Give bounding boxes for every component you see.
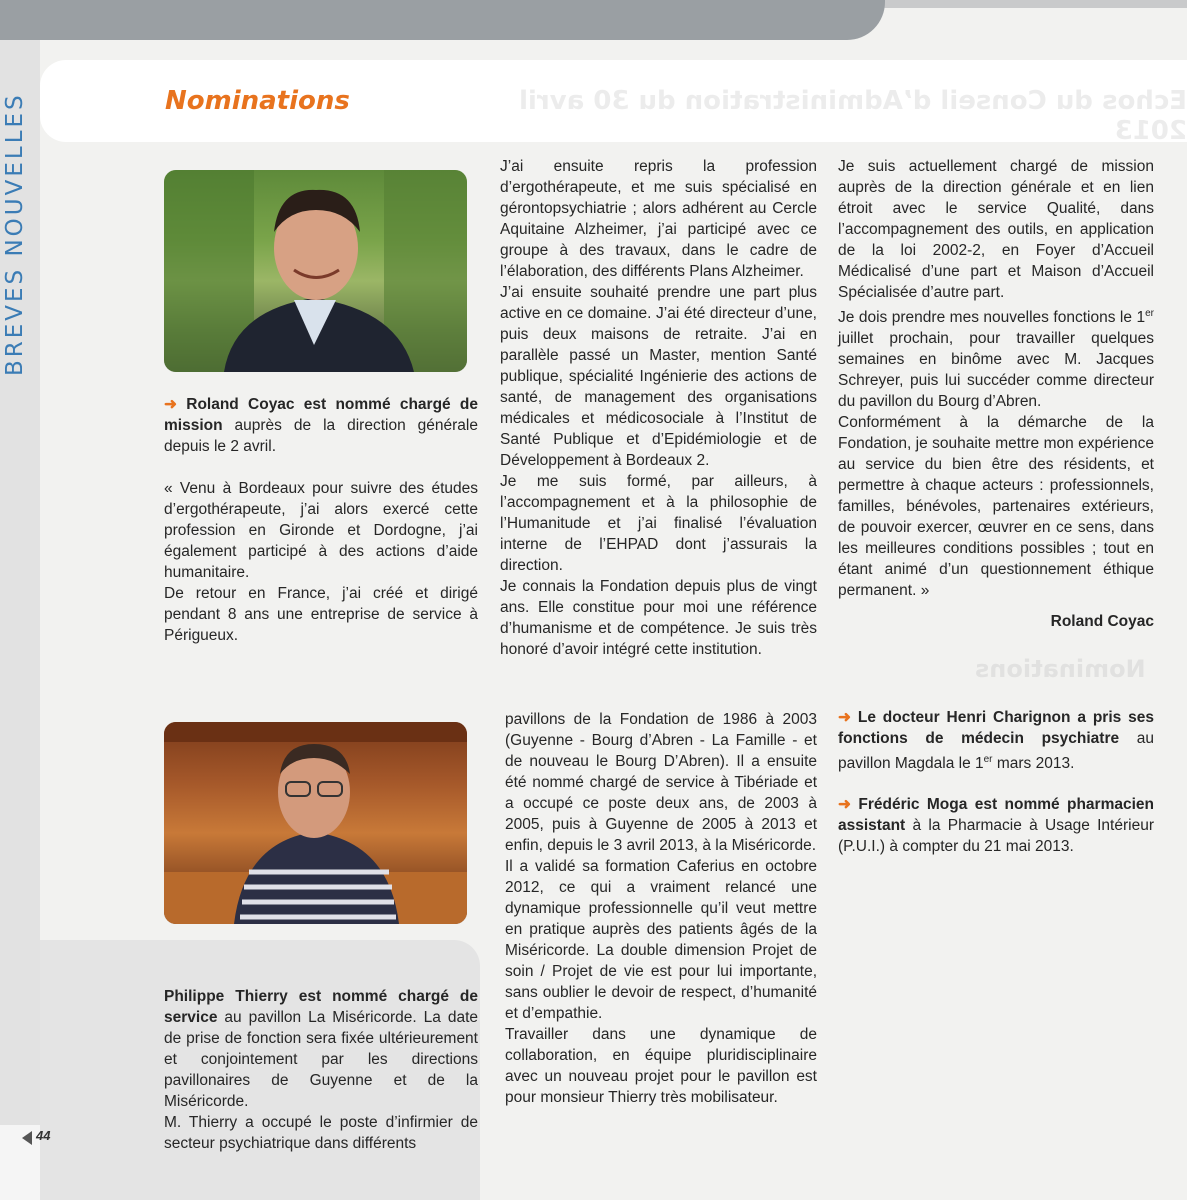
article2-column1: [164, 986, 478, 1154]
page-number: 44: [36, 1128, 51, 1143]
article1-column1: [164, 394, 478, 646]
article1-lead-name: Roland Coyac est nommé chargé de mission: [164, 396, 478, 434]
brief-bold: Le docteur Henri Charignon a pris ses fonctions de médecin psychiatre: [838, 709, 1154, 747]
article1-paragraph: J’ai ensuite souhaité prendre une part plus active en ce domaine. J’ai été directeur d’une, puis deux maisons de retraite. J’ai en parallèle passé un Master, mention Santé publique, spécialité Ingénierie des actions de santé, de management des organisations médicales et médicosociale à l’Institut de Santé Publique et d’Epidémiologie et de Développement à Bordeaux 2.: [500, 284, 817, 469]
page-title: Nominations: [165, 86, 350, 116]
article1-paragraph: J’ai ensuite repris la profession d’ergothérapeute, et me suis spécialisé en gérontopsychiatrie ; alors adhérent au Cercle Aquitaine Alzheimer, j’ai participé avec ce groupe à des travaux, dans le cadre de l’élaboration, des différents Plans Alzheimer.: [500, 158, 817, 280]
article2-paragraph: Il a validé sa formation Caferius en octobre 2012, ce qui a vraiment relancé une dynamique professionnelle qu’il veut mettre en pratique auprès des patients âgés de la Miséricorde. La double dimension Projet de soin / Projet de vie est pour lui importante, sans oublier le devoir de respect, d’humanité et d’empathie.: [505, 858, 817, 1022]
text-part: Je dois prendre mes nouvelles fonctions le 1: [838, 309, 1146, 327]
article1-paragraph: Je suis actuellement chargé de mission auprès de la direction générale et en lien étroit avec le service Qualité, dans l’accompagnement des outils, en application de la loi 2002-2, en Foyer d’Accueil Médicalisé d’une part et Maison d’Accueil Spécialisée d’autre part.: [838, 158, 1154, 301]
article1-lead: [164, 394, 478, 457]
arrow-icon: ➜: [164, 396, 187, 413]
photo-philippe-thierry: [164, 722, 467, 924]
show-through-title: Echos du Conseil d’Administration du 30 avril 2013: [519, 86, 1187, 146]
article1-paragraph: Je me suis formé, par ailleurs, à l’accompagnement et à la philosophie de l’Humanitude et j’ai finalisé l’évaluation interne de l’EHPAD dont j’assurais la direction.: [500, 473, 817, 574]
article1-column3: [838, 156, 1154, 632]
article2-lead-rest: au pavillon La Miséricorde. La date de prise de fonction sera fixée ultérieurement et conjointement par les directions pavillonaires de Guyenne et de la Miséricorde.: [164, 1009, 478, 1110]
brief-text: au pavillon Magdala le 1: [838, 730, 1154, 773]
article2-lead: [164, 986, 478, 1112]
top-band: [0, 0, 885, 40]
brief-moga: [838, 794, 1154, 857]
portrait-figure-1: [164, 170, 467, 372]
brief-bold: Frédéric Moga est nommé pharmacien assistant: [838, 796, 1154, 835]
article1-paragraph: [838, 303, 1154, 412]
article2-paragraph: pavillons de la Fondation de 1986 à 2003 (Guyenne - Bourg d’Abren - La Famille - et de nouveau le Bourg D’Abren). Il a ensuite été nommé chargé de service à Tibériade et a occupé ce poste deux ans, de 2003 à 2005, puis à Guyenne de 2005 à 2013 et enfin, depuis le 3 avril 2013, à la Miséricorde.: [505, 711, 817, 854]
portrait-figure-2: [164, 722, 467, 924]
article1-column2: [500, 156, 817, 660]
article1-paragraph: « Venu à Bordeaux pour suivre des études d’ergothérapeute, j’ai alors exercé cette profession en Gironde et Dordogne, j’ai également participé à des actions d’aide humanitaire.: [164, 480, 478, 581]
article2-paragraph: Travailler dans une dynamique de collaboration, en équipe pluridisciplinaire avec un nouveau projet pour le pavillon est pour monsieur Thierry très mobilisateur.: [505, 1026, 817, 1106]
brief-charignon: [838, 707, 1154, 774]
superscript: er: [983, 754, 993, 765]
text-part: juillet prochain, pour travailler quelques semaines en binôme avec M. Jacques Schreyer, puis lui succéder comme directeur du pavillon du Bourg d’Abren.: [838, 330, 1154, 411]
article1-lead-rest: auprès de la direction générale depuis le 2 avril.: [164, 417, 478, 455]
page-arrow-icon: [22, 1131, 32, 1145]
photo-roland-coyac: [164, 170, 467, 372]
arrow-icon: ➜: [838, 709, 858, 726]
article2-lead-name: Philippe Thierry est nommé chargé de service: [164, 988, 478, 1026]
brief-text: mars 2013.: [992, 755, 1075, 773]
brief-text: à la Pharmacie à Usage Intérieur (P.U.I.) à compter du 21 mai 2013.: [838, 817, 1154, 856]
article2-paragraph: M. Thierry a occupé le poste d’infirmier de secteur psychiatrique dans différents: [164, 1114, 478, 1152]
article2-column2: [505, 709, 817, 1108]
article1-paragraph: Conformément à la démarche de la Fondation, je souhaite mettre mon expérience au service du bien être des résidents, et permettre à chaque acteurs : professionnels, familles, bénévoles, partenaires extérieurs, de pouvoir exercer, œuvrer en ce sens, dans les meilleures conditions possibles ; tout en étant animé d’un questionnement éthique permanent. »: [838, 414, 1154, 600]
signature: Roland Coyac: [1050, 613, 1154, 631]
article1-paragraph: Je connais la Fondation depuis plus de vingt ans. Elle constitue pour moi une référence d’humanisme et de compétence. Je suis très honoré d’avoir intégré cette institution.: [500, 578, 817, 658]
arrow-icon: ➜: [838, 796, 859, 814]
article1-paragraph: De retour en France, j’ai créé et dirigé pendant 8 ans une entreprise de service à Périgueux.: [164, 585, 478, 644]
briefs-column: [838, 707, 1154, 857]
show-through-nominations: Nominations: [975, 655, 1146, 683]
superscript: er: [1145, 308, 1154, 319]
section-label-text: BREVES NOUVELLES: [2, 92, 28, 376]
